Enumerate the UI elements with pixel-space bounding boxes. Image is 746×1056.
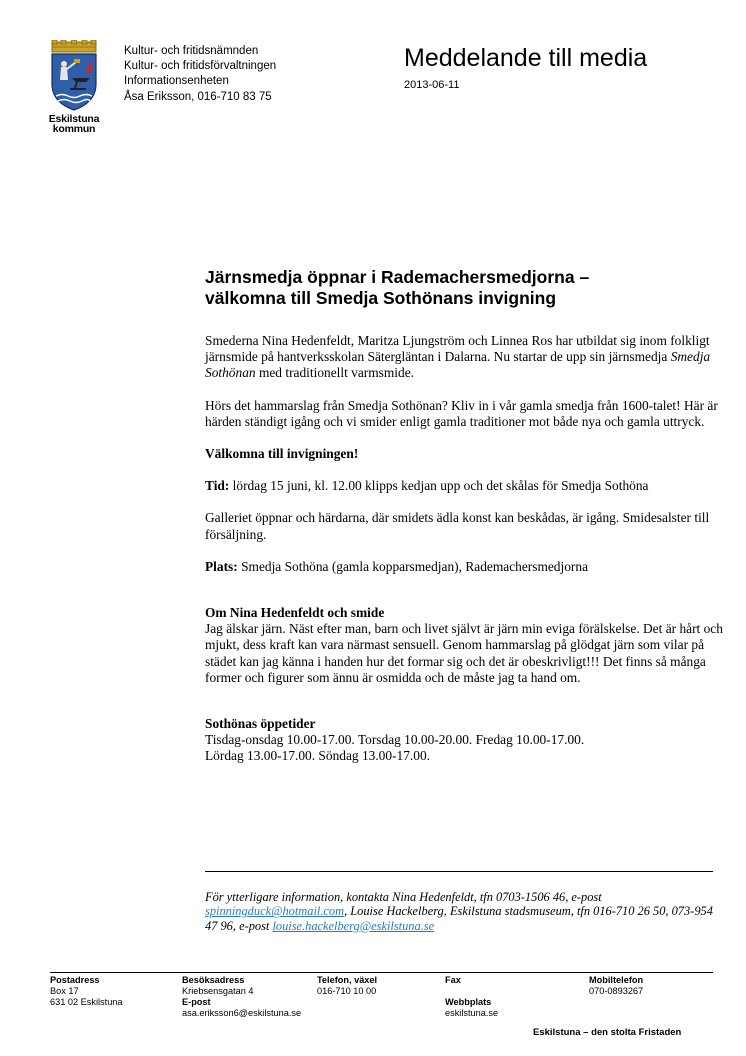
footer-mobile [589, 975, 643, 997]
email-link-louise[interactable]: louise.hackelberg@eskilstuna.se [272, 918, 435, 933]
footer-label: Telefon, växel [317, 975, 378, 985]
footer-value: 016-710 10 00 [317, 986, 377, 996]
footer-value: 631 02 Eskilstuna [50, 997, 123, 1007]
intro-text-end: med traditionellt varmsmide. [255, 365, 415, 381]
footer-fax [445, 975, 498, 1019]
headline [205, 267, 685, 309]
sender-line: Kultur- och fritidsförvaltningen [124, 60, 277, 73]
footer-visit [182, 975, 301, 1019]
contact-text: , Louise Hackelberg, Eskilstuna stadsmuseum, tfn 016-710 26 50, 073-954 47 96, e-post [205, 904, 713, 933]
footer-phone [317, 975, 377, 997]
footer-label: Mobiltelefon [589, 975, 644, 985]
paragraph-gallery: Galleriet öppnar och härdarna, där smidets ädla konst kan beskådas, är igång. Smidesalster till försäljning. [205, 510, 710, 542]
footer-label: E-post [182, 997, 211, 1007]
email-link-nina[interactable]: spinningduck@hotmail.com [205, 904, 345, 919]
footer-slogan: Eskilstuna – den stolta Fristaden [533, 1027, 682, 1038]
hours-line: Tisdag-onsdag 10.00-17.00. Torsdag 10.00-20.00. Fredag 10.00-17.00. [205, 732, 585, 748]
footer-value: Box 17 [50, 986, 79, 996]
contact-text: För ytterligare information, kontakta Nina Hedenfeldt, tfn 0703-1506 46, e-post [205, 890, 602, 904]
place-label: Plats: [205, 558, 238, 574]
footer-label: Postadress [50, 975, 100, 985]
time-line [205, 478, 725, 494]
footer-value: Kriebsensgatan 4 [182, 986, 254, 996]
eskilstuna-logo [46, 40, 102, 140]
sender-block [124, 44, 276, 105]
article-body [205, 333, 725, 765]
paragraph-intro [205, 333, 725, 382]
divider [205, 871, 713, 872]
hours-line: Lördag 13.00-17.00. Söndag 13.00-17.00. [205, 748, 431, 764]
intro-text: Smederna Nina Hedenfeldt, Maritza Ljungström och Linnea Ros har utbildat sig inom folkligt järnsmide på hantverksskolan Sätergläntan i Dalarna. Nu startar de upp sin järnsmedja [205, 333, 710, 365]
about-paragraph: Jag älskar järn. Näst efter man, barn och livet självt är järn min eviga förälskelse. Det är hårt och mjukt, dess kraft kan vara närmast sensuell. Genom hammarslag på glödgat järn som vilar på städet kan jag känna i handen hur det formar sig och det är obeskrivligt!!! Det finns så många former och figurer som ännu är osmidda och de måste jag ta hand om. [205, 621, 723, 685]
footer-web: eskilstuna.se [445, 1008, 499, 1018]
footer-divider [50, 972, 713, 973]
welcome-heading [205, 446, 725, 462]
time-label: Tid: [205, 478, 230, 494]
coat-of-arms-icon [46, 40, 102, 112]
document-date: 2013-06-11 [404, 79, 460, 91]
footer-email: asa.eriksson6@eskilstuna.se [182, 1008, 302, 1018]
contact-info [205, 890, 725, 933]
welcome-text: Välkomna till invigningen! [205, 446, 359, 462]
place-text: Smedja Sothöna (gamla kopparsmedjan), Rademachersmedjorna [237, 558, 589, 574]
sender-line: Informationsenheten [124, 75, 229, 88]
footer-postal [50, 975, 123, 1008]
about-heading [205, 605, 725, 621]
footer-label: Fax [445, 975, 461, 985]
document-title: Meddelande till media [404, 44, 648, 72]
time-text: lördag 15 juni, kl. 12.00 klipps kedjan upp och det skålas för Smedja Sothöna [229, 478, 649, 494]
headline-line: välkomna till Smedja Sothönans invigning [205, 288, 557, 308]
footer-value: 070-0893267 [589, 986, 644, 996]
intro-italic: Smedja Sothönan [205, 349, 711, 381]
footer-label: Besöksadress [182, 975, 245, 985]
footer-label: Webbplats [445, 997, 492, 1007]
sender-line: Åsa Eriksson, 016-710 83 75 [124, 90, 272, 103]
hours-heading-text: Sothönas öppetider [205, 716, 316, 732]
headline-line: Järnsmedja öppnar i Rademachersmedjorna – [205, 267, 590, 287]
place-line [205, 559, 725, 575]
sender-line: Kultur- och fritidsnämnden [124, 45, 259, 57]
logo-text-line1: Eskilstuna [48, 113, 100, 125]
hours-heading [205, 716, 725, 732]
paragraph-hammer: Hörs det hammarslag från Smedja Sothönan? Kliv in i vår gamla smedja från 1600-talet! Här är härden ständigt igång och vi smider enligt gamla traditioner mot både nya och gamla uttryck. [205, 397, 718, 429]
about-heading-text: Om Nina Hedenfeldt och smide [205, 605, 385, 621]
logo-text-line2: kommun [52, 123, 96, 135]
